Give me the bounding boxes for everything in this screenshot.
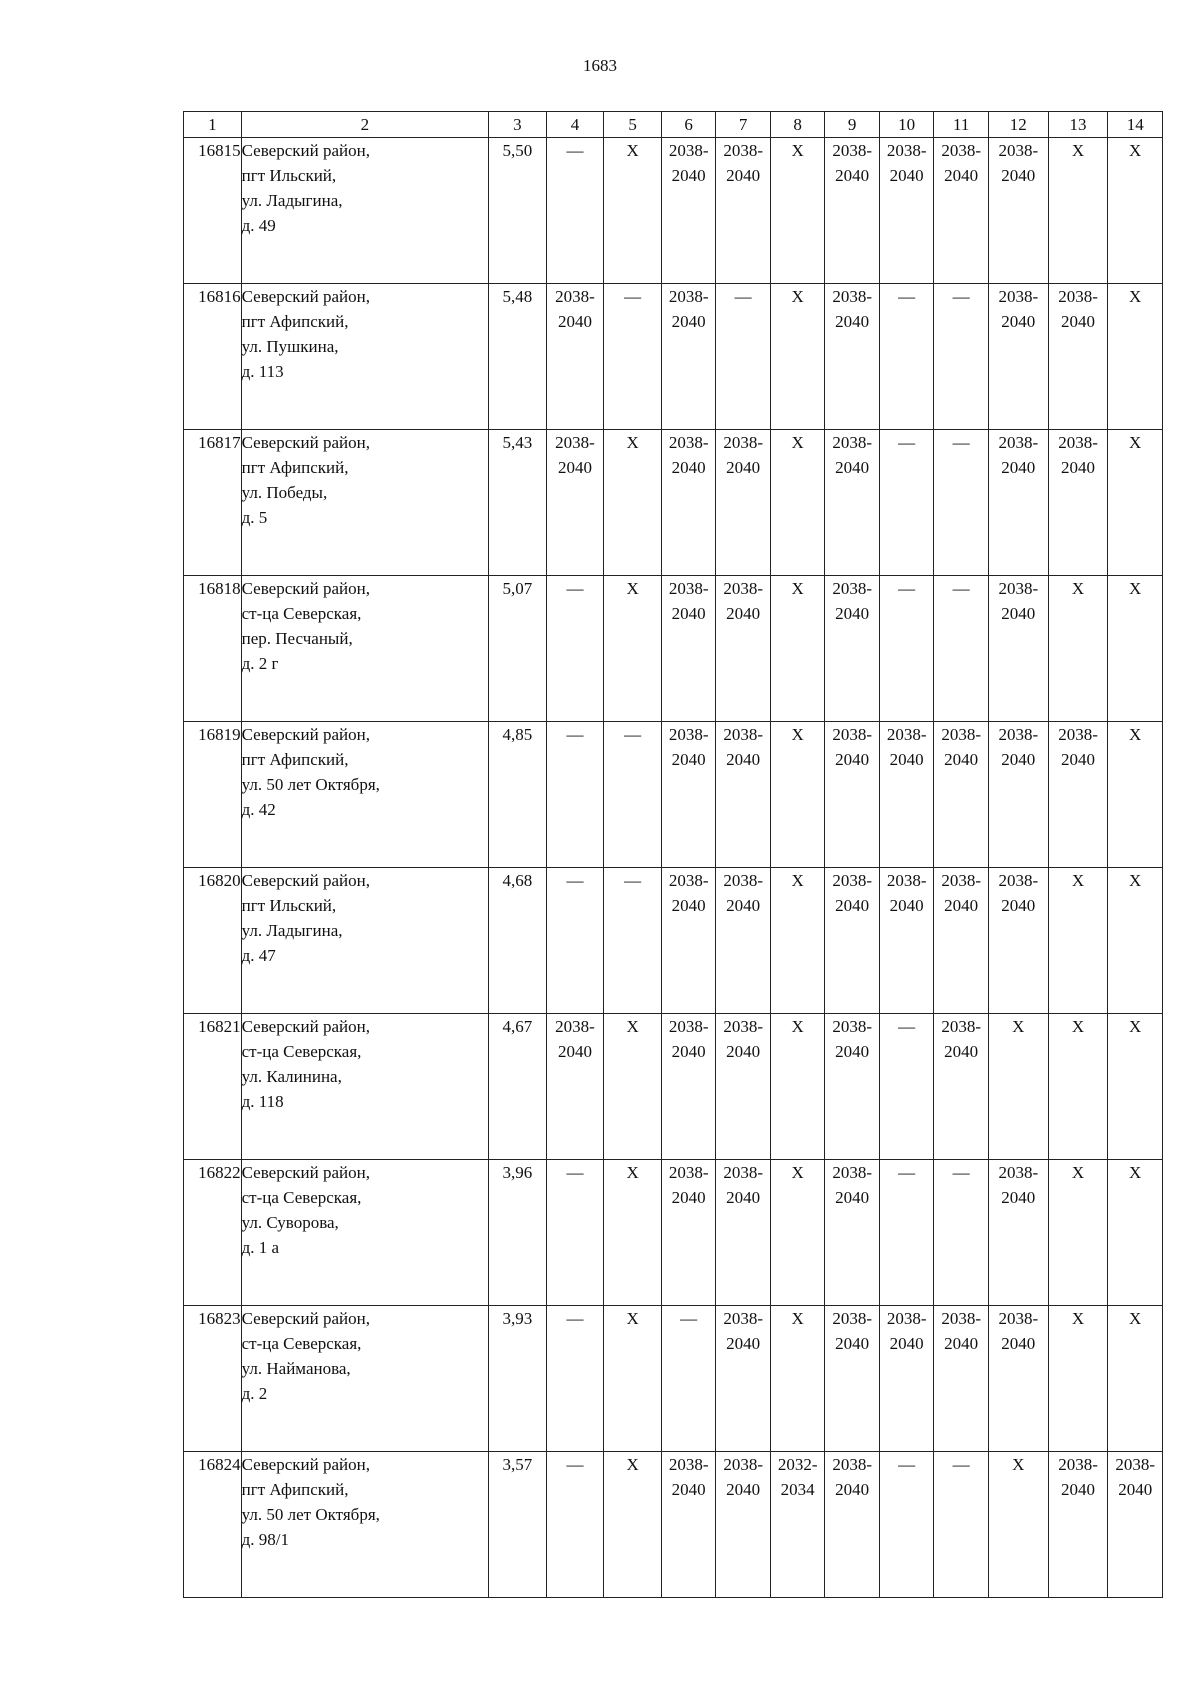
address-line: Северский район, (241, 287, 370, 306)
address-line: д. 98/1 (241, 1530, 290, 1549)
value-cell-col-13: 2038- 2040 (1048, 722, 1108, 868)
value-cell-col-13: Х (1048, 138, 1108, 284)
value-cell-col-6: 2038- 2040 (661, 1014, 716, 1160)
address-line: Северский район, (241, 725, 370, 744)
value-cell-col-9: 2038- 2040 (825, 138, 880, 284)
address-line: ул. Ладыгина, (241, 191, 343, 210)
value-cell-col-10: 2038- 2040 (879, 1306, 934, 1452)
table-row (184, 284, 1163, 430)
value-cell-col-8: Х (770, 138, 825, 284)
value-cell-col-12: 2038- 2040 (988, 284, 1048, 430)
value-cell-col-10: — (879, 284, 934, 430)
table-row (184, 576, 1163, 722)
column-header-4: 4 (546, 112, 604, 138)
row-id: 16821 (184, 1014, 242, 1160)
column-header-1: 1 (184, 112, 242, 138)
value-cell-col-4: — (546, 868, 604, 1014)
value-cell-col-9: 2038- 2040 (825, 1160, 880, 1306)
address-cell (241, 576, 488, 722)
value-cell-col-7: 2038- 2040 (716, 576, 771, 722)
value-cell-col-4: — (546, 1306, 604, 1452)
address-line: ул. Суворова, (241, 1213, 339, 1232)
address-line: Северский район, (241, 1017, 370, 1036)
value-cell-col-11: — (934, 284, 989, 430)
value-cell-col-3: 5,48 (489, 284, 547, 430)
data-table (183, 111, 1163, 1598)
value-cell-col-5: — (604, 284, 662, 430)
value-cell-col-5: Х (604, 1160, 662, 1306)
value-cell-col-3: 5,50 (489, 138, 547, 284)
value-cell-col-4: — (546, 722, 604, 868)
value-cell-col-6: 2038- 2040 (661, 430, 716, 576)
column-header-3: 3 (489, 112, 547, 138)
value-cell-col-13: 2038- 2040 (1048, 1452, 1108, 1598)
value-cell-col-13: Х (1048, 868, 1108, 1014)
value-cell-col-6: 2038- 2040 (661, 868, 716, 1014)
value-cell-col-3: 4,85 (489, 722, 547, 868)
value-cell-col-8: Х (770, 576, 825, 722)
row-id: 16818 (184, 576, 242, 722)
row-id: 16820 (184, 868, 242, 1014)
value-cell-col-5: Х (604, 576, 662, 722)
address-line: ст-ца Северская, (241, 1042, 362, 1061)
address-cell (241, 1306, 488, 1452)
value-cell-col-11: 2038- 2040 (934, 868, 989, 1014)
value-cell-col-11: — (934, 1160, 989, 1306)
value-cell-col-7: 2038- 2040 (716, 1306, 771, 1452)
value-cell-col-12: Х (988, 1452, 1048, 1598)
value-cell-col-14: Х (1108, 430, 1163, 576)
address-line: д. 113 (241, 362, 284, 381)
address-line: д. 118 (241, 1092, 284, 1111)
value-cell-col-8: Х (770, 1014, 825, 1160)
value-cell-col-12: 2038- 2040 (988, 576, 1048, 722)
value-cell-col-4: — (546, 1452, 604, 1598)
value-cell-col-7: 2038- 2040 (716, 138, 771, 284)
column-header-5: 5 (604, 112, 662, 138)
column-header-13: 13 (1048, 112, 1108, 138)
value-cell-col-4: 2038- 2040 (546, 430, 604, 576)
column-header-6: 6 (661, 112, 716, 138)
address-line: ул. Калинина, (241, 1067, 342, 1086)
address-line: Северский район, (241, 1309, 370, 1328)
table-row (184, 1306, 1163, 1452)
value-cell-col-9: 2038- 2040 (825, 722, 880, 868)
value-cell-col-14: Х (1108, 722, 1163, 868)
value-cell-col-12: 2038- 2040 (988, 1160, 1048, 1306)
column-header-11: 11 (934, 112, 989, 138)
value-cell-col-6: 2038- 2040 (661, 576, 716, 722)
address-line: д. 49 (241, 216, 276, 235)
value-cell-col-10: 2038- 2040 (879, 868, 934, 1014)
table-row (184, 868, 1163, 1014)
value-cell-col-11: 2038- 2040 (934, 138, 989, 284)
address-cell (241, 430, 488, 576)
value-cell-col-11: 2038- 2040 (934, 722, 989, 868)
column-number-row (184, 112, 1163, 138)
value-cell-col-14: Х (1108, 1306, 1163, 1452)
value-cell-col-14: Х (1108, 284, 1163, 430)
value-cell-col-9: 2038- 2040 (825, 284, 880, 430)
value-cell-col-4: — (546, 1160, 604, 1306)
address-line: пгт Афипский, (241, 458, 349, 477)
value-cell-col-11: — (934, 1452, 989, 1598)
value-cell-col-8: Х (770, 284, 825, 430)
address-line: д. 2 г (241, 654, 279, 673)
value-cell-col-6: 2038- 2040 (661, 1452, 716, 1598)
value-cell-col-7: 2038- 2040 (716, 1014, 771, 1160)
address-line: ул. 50 лет Октября, (241, 775, 380, 794)
address-line: Северский район, (241, 141, 370, 160)
column-header-7: 7 (716, 112, 771, 138)
value-cell-col-5: — (604, 868, 662, 1014)
value-cell-col-12: 2038- 2040 (988, 430, 1048, 576)
table-row (184, 722, 1163, 868)
value-cell-col-10: — (879, 1014, 934, 1160)
value-cell-col-3: 4,68 (489, 868, 547, 1014)
value-cell-col-7: 2038- 2040 (716, 868, 771, 1014)
row-id: 16816 (184, 284, 242, 430)
address-line: пгт Афипский, (241, 1480, 349, 1499)
row-id: 16815 (184, 138, 242, 284)
table-row (184, 1452, 1163, 1598)
row-id: 16823 (184, 1306, 242, 1452)
value-cell-col-9: 2038- 2040 (825, 576, 880, 722)
value-cell-col-13: 2038- 2040 (1048, 430, 1108, 576)
table-row (184, 138, 1163, 284)
value-cell-col-3: 4,67 (489, 1014, 547, 1160)
value-cell-col-10: 2038- 2040 (879, 722, 934, 868)
value-cell-col-13: Х (1048, 1160, 1108, 1306)
value-cell-col-12: 2038- 2040 (988, 722, 1048, 868)
column-header-12: 12 (988, 112, 1048, 138)
address-line: д. 42 (241, 800, 276, 819)
value-cell-col-8: Х (770, 868, 825, 1014)
address-line: пгт Ильский, (241, 896, 337, 915)
value-cell-col-12: 2038- 2040 (988, 1306, 1048, 1452)
value-cell-col-7: 2038- 2040 (716, 722, 771, 868)
address-line: ул. Ладыгина, (241, 921, 343, 940)
value-cell-col-13: 2038- 2040 (1048, 284, 1108, 430)
value-cell-col-9: 2038- 2040 (825, 430, 880, 576)
address-cell (241, 722, 488, 868)
address-line: Северский район, (241, 1163, 370, 1182)
row-id: 16824 (184, 1452, 242, 1598)
value-cell-col-12: Х (988, 1014, 1048, 1160)
value-cell-col-5: — (604, 722, 662, 868)
value-cell-col-4: — (546, 138, 604, 284)
row-id: 16817 (184, 430, 242, 576)
address-line: Северский район, (241, 1455, 370, 1474)
value-cell-col-14: Х (1108, 868, 1163, 1014)
address-cell (241, 1014, 488, 1160)
value-cell-col-11: 2038- 2040 (934, 1306, 989, 1452)
address-cell (241, 1452, 488, 1598)
address-line: ул. 50 лет Октября, (241, 1505, 380, 1524)
column-header-14: 14 (1108, 112, 1163, 138)
value-cell-col-6: 2038- 2040 (661, 722, 716, 868)
address-line: д. 2 (241, 1384, 268, 1403)
value-cell-col-13: Х (1048, 576, 1108, 722)
row-id: 16819 (184, 722, 242, 868)
value-cell-col-11: — (934, 430, 989, 576)
value-cell-col-10: — (879, 1160, 934, 1306)
address-line: д. 47 (241, 946, 276, 965)
value-cell-col-3: 3,57 (489, 1452, 547, 1598)
value-cell-col-9: 2038- 2040 (825, 868, 880, 1014)
address-line: Северский район, (241, 579, 370, 598)
address-line: пгт Афипский, (241, 750, 349, 769)
column-header-10: 10 (879, 112, 934, 138)
column-header-9: 9 (825, 112, 880, 138)
value-cell-col-14: Х (1108, 1014, 1163, 1160)
value-cell-col-4: 2038- 2040 (546, 284, 604, 430)
table-row (184, 1160, 1163, 1306)
value-cell-col-12: 2038- 2040 (988, 138, 1048, 284)
value-cell-col-7: 2038- 2040 (716, 1160, 771, 1306)
address-line: пгт Афипский, (241, 312, 349, 331)
value-cell-col-8: 2032- 2034 (770, 1452, 825, 1598)
table-row (184, 1014, 1163, 1160)
value-cell-col-11: 2038- 2040 (934, 1014, 989, 1160)
value-cell-col-8: Х (770, 722, 825, 868)
value-cell-col-6: 2038- 2040 (661, 284, 716, 430)
address-cell (241, 1160, 488, 1306)
value-cell-col-14: Х (1108, 1160, 1163, 1306)
value-cell-col-5: Х (604, 1014, 662, 1160)
address-line: ст-ца Северская, (241, 1334, 362, 1353)
value-cell-col-14: Х (1108, 576, 1163, 722)
value-cell-col-7: 2038- 2040 (716, 430, 771, 576)
value-cell-col-7: 2038- 2040 (716, 1452, 771, 1598)
address-line: ул. Победы, (241, 483, 328, 502)
value-cell-col-6: 2038- 2040 (661, 138, 716, 284)
value-cell-col-5: Х (604, 1306, 662, 1452)
address-line: Северский район, (241, 871, 370, 890)
value-cell-col-13: Х (1048, 1306, 1108, 1452)
column-header-2: 2 (241, 112, 488, 138)
address-cell (241, 138, 488, 284)
value-cell-col-10: 2038- 2040 (879, 138, 934, 284)
value-cell-col-8: Х (770, 430, 825, 576)
address-line: пер. Песчаный, (241, 629, 353, 648)
value-cell-col-7: — (716, 284, 771, 430)
value-cell-col-9: 2038- 2040 (825, 1306, 880, 1452)
value-cell-col-8: Х (770, 1160, 825, 1306)
address-cell (241, 284, 488, 430)
table-row (184, 430, 1163, 576)
value-cell-col-9: 2038- 2040 (825, 1014, 880, 1160)
value-cell-col-13: Х (1048, 1014, 1108, 1160)
address-line: ул. Найманова, (241, 1359, 351, 1378)
value-cell-col-10: — (879, 430, 934, 576)
row-id: 16822 (184, 1160, 242, 1306)
value-cell-col-11: — (934, 576, 989, 722)
address-line: ст-ца Северская, (241, 1188, 362, 1207)
value-cell-col-3: 5,43 (489, 430, 547, 576)
value-cell-col-6: — (661, 1306, 716, 1452)
address-line: Северский район, (241, 433, 370, 452)
address-line: ст-ца Северская, (241, 604, 362, 623)
value-cell-col-4: — (546, 576, 604, 722)
value-cell-col-10: — (879, 576, 934, 722)
value-cell-col-3: 5,07 (489, 576, 547, 722)
value-cell-col-9: 2038- 2040 (825, 1452, 880, 1598)
value-cell-col-5: Х (604, 138, 662, 284)
value-cell-col-8: Х (770, 1306, 825, 1452)
address-cell (241, 868, 488, 1014)
address-line: д. 5 (241, 508, 268, 527)
address-line: ул. Пушкина, (241, 337, 339, 356)
value-cell-col-14: 2038- 2040 (1108, 1452, 1163, 1598)
value-cell-col-5: Х (604, 430, 662, 576)
value-cell-col-4: 2038- 2040 (546, 1014, 604, 1160)
column-header-8: 8 (770, 112, 825, 138)
value-cell-col-10: — (879, 1452, 934, 1598)
page-number: 1683 (583, 56, 617, 75)
address-line: пгт Ильский, (241, 166, 337, 185)
value-cell-col-12: 2038- 2040 (988, 868, 1048, 1014)
value-cell-col-3: 3,96 (489, 1160, 547, 1306)
address-line: д. 1 а (241, 1238, 280, 1257)
value-cell-col-5: Х (604, 1452, 662, 1598)
value-cell-col-14: Х (1108, 138, 1163, 284)
value-cell-col-3: 3,93 (489, 1306, 547, 1452)
value-cell-col-6: 2038- 2040 (661, 1160, 716, 1306)
